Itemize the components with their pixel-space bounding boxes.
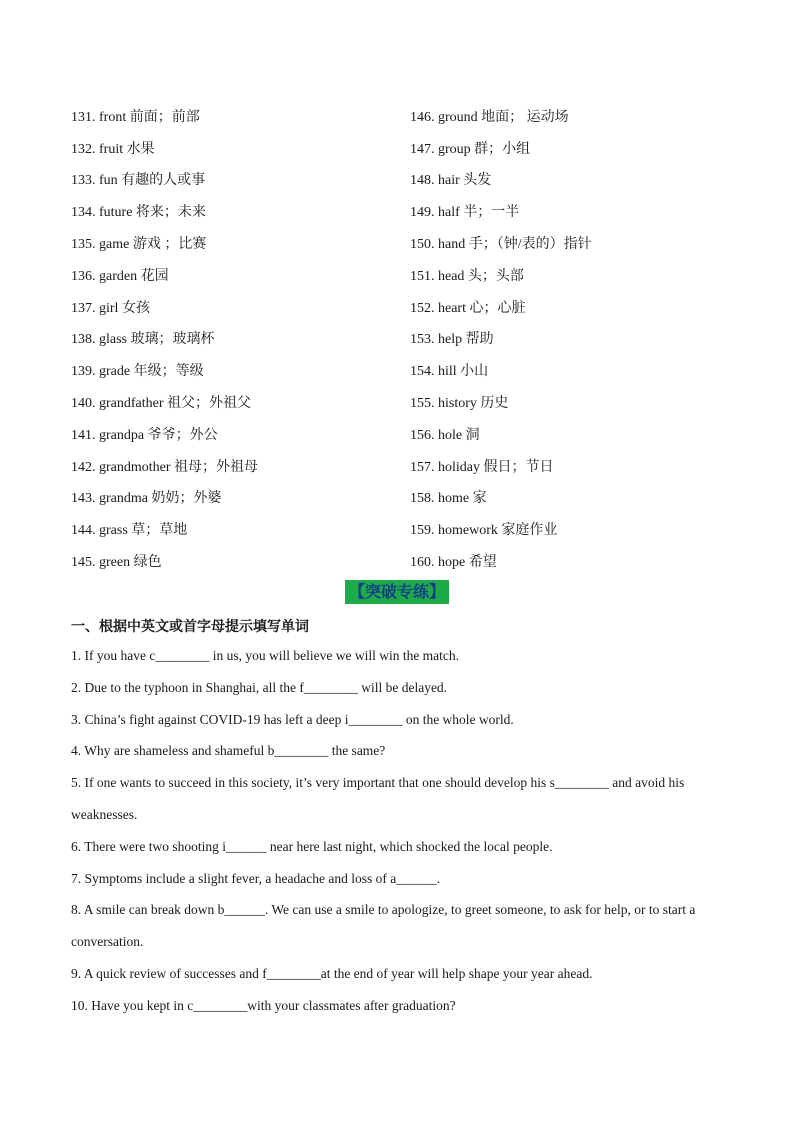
- vocab-entry: 137. girl 女孩: [71, 300, 150, 316]
- vocab-entry: 148. hair 头发: [410, 173, 492, 189]
- exercise-item: 6. There were two shooting i______ near here last night, which shocked the local people.: [71, 838, 553, 854]
- vocab-entry: 144. grass 草；草地: [71, 523, 188, 539]
- vocab-row: [71, 354, 751, 386]
- vocab-entry: 155. history 历史: [410, 396, 509, 412]
- vocab-entry: 147. group 群；小组: [410, 141, 531, 157]
- vocab-entry: 143. grandma 奶奶；外婆: [71, 491, 222, 507]
- exercise-item: 9. A quick review of successes and f________at the end of year will help shape your year ahead.: [71, 965, 593, 981]
- vocab-row: [71, 291, 751, 323]
- vocab-row: [71, 386, 751, 418]
- exercise-list: [71, 640, 721, 1022]
- vocab-row: [71, 482, 751, 514]
- banner-container: [0, 580, 794, 604]
- exercise-item: 4. Why are shameless and shameful b________ the same?: [71, 743, 386, 759]
- exercise-item: 2. Due to the typhoon in Shanghai, all the f________ will be delayed.: [71, 679, 448, 695]
- vocab-entry: 159. homework 家庭作业: [410, 523, 558, 539]
- vocab-entry: 153. help 帮助: [410, 332, 494, 348]
- vocab-entry: 133. fun 有趣的人或事: [71, 173, 206, 189]
- vocab-entry: 157. holiday 假日；节日: [410, 459, 554, 475]
- vocab-entry: 135. game 游戏 ；比赛: [71, 237, 207, 253]
- vocab-row: [71, 164, 751, 196]
- vocab-row: [71, 227, 751, 259]
- vocab-row: [71, 259, 751, 291]
- vocab-entry: 131. front 前面；前部: [71, 109, 200, 125]
- vocab-entry: 160. hope 希望: [410, 555, 497, 571]
- section-banner: 【突破专练】: [345, 580, 449, 604]
- vocab-row: [71, 450, 751, 482]
- vocab-entry: 150. hand 手；（钟/表的）指针: [410, 237, 592, 253]
- exercise-item: 1. If you have c________ in us, you will believe we will win the match.: [71, 648, 460, 663]
- vocab-entry: 154. hill 小山: [410, 364, 489, 380]
- vocab-row: [71, 513, 751, 545]
- vocab-entry: 152. heart 心；心脏: [410, 300, 526, 316]
- vocab-list: [71, 100, 751, 577]
- vocab-row: [71, 323, 751, 355]
- vocab-entry: 146. ground 地面； 运动场: [410, 109, 569, 125]
- vocab-entry: 138. glass 玻璃；玻璃杯: [71, 332, 215, 348]
- exercise-item: 8. A smile can break down b______. We can use a smile to apologize, to greet someone, to ask for help, or to start a conversation.: [71, 902, 696, 950]
- vocab-row: [71, 195, 751, 227]
- vocab-entry: 136. garden 花园: [71, 268, 169, 284]
- vocab-entry: 132. fruit 水果: [71, 141, 155, 157]
- vocab-row: [71, 100, 751, 132]
- vocab-row: [71, 418, 751, 450]
- section-title: 一、根据中英文或首字母提示填写单词: [71, 619, 309, 635]
- vocab-entry: 145. green 绿色: [71, 555, 162, 571]
- vocab-entry: 158. home 家: [410, 491, 487, 507]
- vocab-entry: 142. grandmother 祖母；外祖母: [71, 459, 259, 475]
- vocab-entry: 139. grade 年级；等级: [71, 364, 204, 380]
- exercise-item: 5. If one wants to succeed in this society, it’s very important that one should develop his s________ and avoid his weaknesses.: [71, 775, 685, 822]
- vocab-row: [71, 132, 751, 164]
- vocab-entry: 149. half 半；一半: [410, 205, 520, 221]
- vocab-entry: 151. head 头；头部: [410, 268, 524, 284]
- exercise-item: 7. Symptoms include a slight fever, a headache and loss of a______.: [71, 870, 441, 886]
- vocab-entry: 134. future 将来；未来: [71, 205, 206, 221]
- vocab-entry: 140. grandfather 祖父；外祖父: [71, 396, 252, 412]
- exercise-item: 3. China’s fight against COVID-19 has left a deep i________ on the whole world.: [71, 711, 514, 727]
- vocab-entry: 141. grandpa 爷爷；外公: [71, 427, 218, 443]
- vocab-row: [71, 545, 751, 577]
- exercise-item: 10. Have you kept in c________with your classmates after graduation?: [71, 997, 456, 1013]
- vocab-entry: 156. hole 洞: [410, 427, 480, 443]
